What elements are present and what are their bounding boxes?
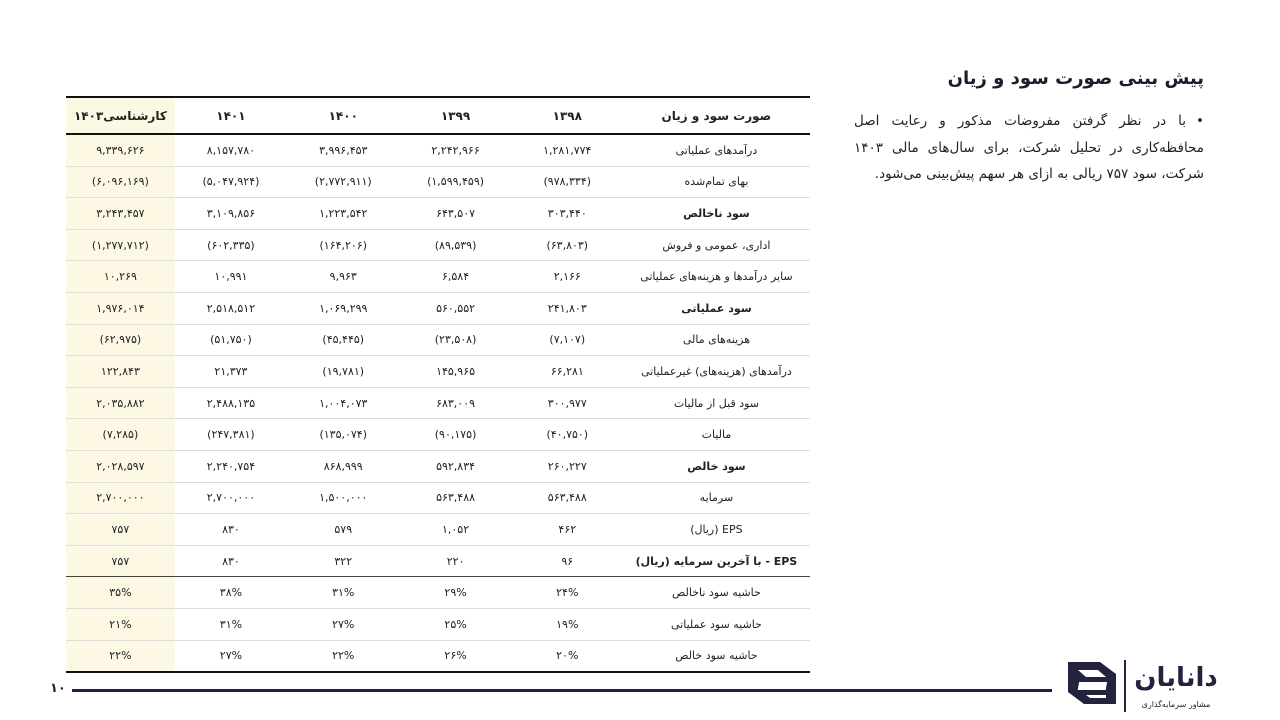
cell-value: ۱,۵۰۰,۰۰۰ — [287, 482, 399, 514]
cell-value: (۱۳۵,۰۷۴) — [287, 419, 399, 451]
cell-value: ۲۴% — [512, 577, 623, 609]
table-row — [66, 134, 810, 166]
cell-value-forecast: ۲۱% — [66, 608, 175, 640]
cell-value-forecast: ۲۲% — [66, 640, 175, 672]
cell-value-forecast: ۲,۰۳۵,۸۸۲ — [66, 387, 175, 419]
row-label: سرمایه — [623, 482, 810, 514]
header-1400: ۱۴۰۰ — [328, 108, 358, 123]
row-label: سایر درآمدها و هزینه‌های عملیاتی — [623, 261, 810, 293]
cell-value: ۳,۱۰۹,۸۵۶ — [175, 198, 287, 230]
header-1403-forecast: کارشناسی۱۴۰۳ — [66, 97, 175, 134]
cell-value-forecast: ۳,۲۴۳,۴۵۷ — [66, 198, 175, 230]
cell-value-forecast: ۷۵۷ — [66, 545, 175, 577]
table-row-subtotal — [66, 292, 810, 324]
table-row — [66, 640, 810, 672]
cell-value-forecast: ۹,۳۳۹,۶۲۶ — [66, 134, 175, 166]
logo-wordmark: دانایان — [1134, 663, 1218, 693]
cell-value: ۶۸۳,۰۰۹ — [399, 387, 511, 419]
row-label: درآمدهای (هزینه‌های) غیرعملیاتی — [623, 356, 810, 388]
row-label: حاشیه سود خالص — [623, 640, 810, 672]
cell-value: ۹,۹۶۳ — [287, 261, 399, 293]
row-label: سود عملیاتی — [623, 292, 810, 324]
forecast-paragraph — [854, 108, 1204, 188]
page-number: ۱۰ — [50, 681, 66, 696]
header-1399: ۱۳۹۹ — [440, 108, 471, 123]
cell-value: ۲۷% — [287, 608, 399, 640]
cell-value: ۵۶۳,۴۸۸ — [512, 482, 623, 514]
cell-value: ۵۷۹ — [287, 514, 399, 546]
row-label: اداری، عمومی و فروش — [623, 229, 810, 261]
row-label: هزینه‌های مالی — [623, 324, 810, 356]
slide-title: پیش بینی صورت سود و زیان — [947, 68, 1204, 89]
cell-value: ۱۰,۹۹۱ — [175, 261, 287, 293]
cell-value: ۶,۵۸۴ — [399, 261, 511, 293]
cell-value-forecast: ۱۰,۲۶۹ — [66, 261, 175, 293]
cell-value: (۴۵,۴۴۵) — [287, 324, 399, 356]
cell-value-forecast: ۳۵% — [66, 577, 175, 609]
cell-value: ۲۷% — [175, 640, 287, 672]
cell-value: ۵۶۳,۴۸۸ — [399, 482, 511, 514]
cell-value: ۱۹% — [512, 608, 623, 640]
table-row — [66, 482, 810, 514]
cell-value: (۶۳,۸۰۳) — [512, 229, 623, 261]
table-row — [66, 577, 810, 609]
row-label: حاشیه سود عملیاتی — [623, 608, 810, 640]
table-row — [66, 356, 810, 388]
cell-value-forecast: (۶,۰۹۶,۱۶۹) — [66, 166, 175, 198]
cell-value-forecast: ۷۵۷ — [66, 514, 175, 546]
cell-value: ۱,۰۵۲ — [399, 514, 511, 546]
cell-value: ۲۲% — [287, 640, 399, 672]
header-1398: ۱۳۹۸ — [552, 108, 582, 123]
cell-value: (۲۴۷,۳۸۱) — [175, 419, 287, 451]
cell-value: (۷,۱۰۷) — [512, 324, 623, 356]
cell-value: (۸۹,۵۳۹) — [399, 229, 511, 261]
cell-value: ۴۶۲ — [512, 514, 623, 546]
table-header-row — [66, 97, 810, 134]
cell-value: ۳,۹۹۶,۴۵۳ — [287, 134, 399, 166]
bullet-dot: • — [1196, 113, 1204, 129]
cell-value: ۲۶% — [399, 640, 511, 672]
forecast-text: با در نظر گرفتن مفروضات مذکور و رعایت اصل محافظه‌کاری در تحلیل شرکت، برای سال‌های مالی ۱۴۰۳ شرکت، سود ۷۵۷ ریالی به ازای هر سهم پیش‌بینی می‌شود. — [854, 113, 1204, 182]
cell-value: ۲۶۰,۲۲۷ — [512, 450, 623, 482]
row-label: درآمدهای عملیاتی — [623, 134, 810, 166]
cell-value: ۲,۴۸۸,۱۳۵ — [175, 387, 287, 419]
table-row — [66, 166, 810, 198]
cell-value: ۲,۷۰۰,۰۰۰ — [175, 482, 287, 514]
table-row-subtotal — [66, 545, 810, 577]
income-statement-table — [66, 96, 810, 673]
row-label: سود خالص — [623, 450, 810, 482]
cell-value: (۲۳,۵۰۸) — [399, 324, 511, 356]
header-1401: ۱۴۰۱ — [216, 108, 246, 123]
table-row — [66, 261, 810, 293]
cell-value: ۳۰۰,۹۷۷ — [512, 387, 623, 419]
cell-value: ۲۱,۳۷۳ — [175, 356, 287, 388]
cell-value: (۱۶۴,۲۰۶) — [287, 229, 399, 261]
cell-value-forecast: (۷,۲۸۵) — [66, 419, 175, 451]
table-row — [66, 608, 810, 640]
header-item: صورت سود و زیان — [661, 108, 772, 123]
cell-value-forecast: ۱۲۲,۸۴۳ — [66, 356, 175, 388]
cell-value: ۱,۰۶۹,۲۹۹ — [287, 292, 399, 324]
logo-divider — [1124, 660, 1126, 712]
table-row-subtotal — [66, 450, 810, 482]
cell-value: ۲۵% — [399, 608, 511, 640]
cell-value: ۶۴۳,۵۰۷ — [399, 198, 511, 230]
cell-value: ۱,۰۰۴,۰۷۳ — [287, 387, 399, 419]
cell-value: (۴۰,۷۵۰) — [512, 419, 623, 451]
cell-value: ۶۶,۲۸۱ — [512, 356, 623, 388]
cell-value: ۲۰% — [512, 640, 623, 672]
table-row — [66, 324, 810, 356]
cell-value-forecast: ۲,۷۰۰,۰۰۰ — [66, 482, 175, 514]
cell-value: (۹۷۸,۳۳۴) — [512, 166, 623, 198]
income-statement-table-wrap — [66, 96, 810, 673]
row-label: سود ناخالص — [623, 198, 810, 230]
cell-value: ۵۶۰,۵۵۲ — [399, 292, 511, 324]
cell-value-forecast: (۶۲,۹۷۵) — [66, 324, 175, 356]
cell-value: ۲۹% — [399, 577, 511, 609]
row-label: حاشیه سود ناخالص — [623, 577, 810, 609]
cell-value: ۲,۲۴۲,۹۶۶ — [399, 134, 511, 166]
cell-value: (۱۹,۷۸۱) — [287, 356, 399, 388]
row-label: EPS - با آخرین سرمایه (ریال) — [623, 545, 810, 577]
cell-value: (۵۱,۷۵۰) — [175, 324, 287, 356]
cell-value: ۱,۲۲۳,۵۴۲ — [287, 198, 399, 230]
cell-value: ۳۲۲ — [287, 545, 399, 577]
cell-value: (۵,۰۴۷,۹۲۴) — [175, 166, 287, 198]
cell-value: ۸,۱۵۷,۷۸۰ — [175, 134, 287, 166]
footer-rule — [72, 689, 1052, 692]
cell-value-forecast: (۱,۲۷۷,۷۱۲) — [66, 229, 175, 261]
cell-value: (۱,۵۹۹,۴۵۹) — [399, 166, 511, 198]
cell-value: ۸۳۰ — [175, 514, 287, 546]
cell-value: (۲,۷۷۲,۹۱۱) — [287, 166, 399, 198]
cell-value: ۳۸% — [175, 577, 287, 609]
cell-value: ۱,۲۸۱,۷۷۴ — [512, 134, 623, 166]
logo-tagline: مشاور سرمایه‌گذاری — [1141, 700, 1211, 709]
cell-value-forecast: ۲,۰۲۸,۵۹۷ — [66, 450, 175, 482]
danayan-logo-icon — [1066, 660, 1118, 706]
cell-value: ۲,۵۱۸,۵۱۲ — [175, 292, 287, 324]
cell-value: ۲۲۰ — [399, 545, 511, 577]
table-row-subtotal — [66, 198, 810, 230]
row-label: سود قبل از مالیات — [623, 387, 810, 419]
cell-value: ۹۶ — [512, 545, 623, 577]
row-label: بهای تمام‌شده — [623, 166, 810, 198]
cell-value: ۲,۲۴۰,۷۵۴ — [175, 450, 287, 482]
cell-value: (۶۰۲,۳۳۵) — [175, 229, 287, 261]
table-row — [66, 229, 810, 261]
table-row — [66, 387, 810, 419]
cell-value: ۲,۱۶۶ — [512, 261, 623, 293]
cell-value: (۹۰,۱۷۵) — [399, 419, 511, 451]
cell-value: ۲۴۱,۸۰۳ — [512, 292, 623, 324]
cell-value-forecast: ۱,۹۷۶,۰۱۴ — [66, 292, 175, 324]
cell-value: ۳۰۳,۴۴۰ — [512, 198, 623, 230]
table-row — [66, 514, 810, 546]
row-label: مالیات — [623, 419, 810, 451]
cell-value: ۸۳۰ — [175, 545, 287, 577]
table-row — [66, 419, 810, 451]
cell-value: ۳۱% — [287, 577, 399, 609]
cell-value: ۱۴۵,۹۶۵ — [399, 356, 511, 388]
cell-value: ۸۶۸,۹۹۹ — [287, 450, 399, 482]
cell-value: ۵۹۲,۸۳۴ — [399, 450, 511, 482]
row-label: EPS (ریال) — [623, 514, 810, 546]
cell-value: ۳۱% — [175, 608, 287, 640]
